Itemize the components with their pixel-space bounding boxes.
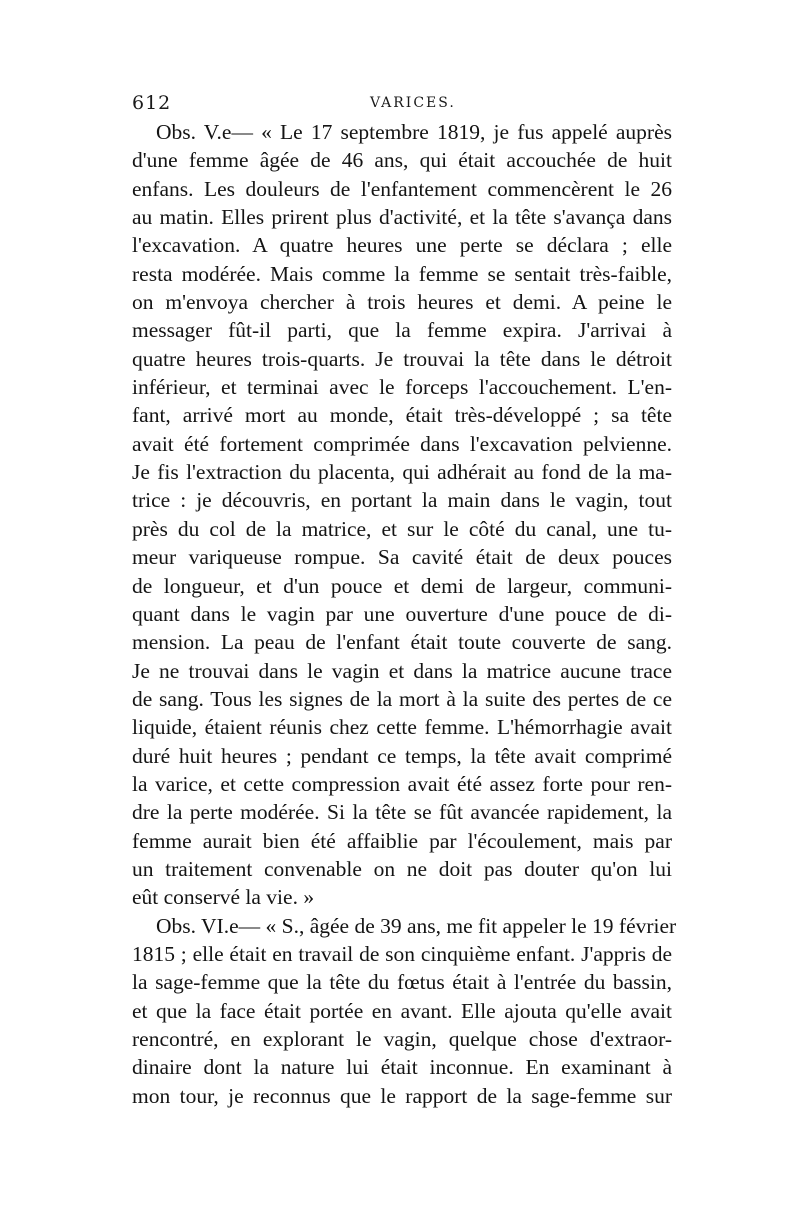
text-line: inférieur, et terminai avec le forceps l'accouchement. L'en- — [132, 375, 672, 400]
text-line: enfans. Les douleurs de l'enfantement commencèrent le 26 — [132, 176, 672, 201]
text-line: un traitement convenable on ne doit pas douter qu'on lui — [132, 856, 672, 881]
text-line: resta modérée. Mais comme la femme se sentait très-faible, — [132, 261, 672, 286]
text-line: Je fis l'extraction du placenta, qui adhérait au fond de la ma- — [132, 460, 672, 485]
page-number: 612 — [132, 92, 172, 114]
text-line: la sage-femme que la tête du fœtus était à l'entrée du bassin, — [132, 970, 672, 995]
text-line: Obs. V.e— « Le 17 septembre 1819, je fus appelé auprès — [156, 120, 672, 144]
text-line: rencontré, en explorant le vagin, quelque chose d'extraor- — [132, 1027, 672, 1051]
text-line: près du col de la matrice, et sur le côté du canal, une tu- — [132, 516, 672, 541]
text-line: messager fût-il parti, que la femme expira. J'arrivai à — [132, 318, 672, 343]
text-line: d'une femme âgée de 46 ans, qui était accouchée de huit — [132, 148, 672, 173]
text-line: trice : je découvris, en portant la main dans le vagin, tout — [132, 488, 672, 513]
text-line: liquide, étaient réunis chez cette femme. L'hémorrhagie avait — [132, 715, 672, 740]
text-line: mon tour, je reconnus que le rapport de la sage-femme sur — [132, 1083, 672, 1108]
text-line: dre la perte modérée. Si la tête se fût avancée rapidement, la — [132, 800, 672, 825]
text-line: au matin. Elles prirent plus d'activité, et la tête s'avança dans — [132, 205, 672, 230]
text-line: quant dans le vagin par une ouverture d'une pouce de di- — [132, 601, 672, 626]
text-line: mension. La peau de l'enfant était toute couverte de sang. — [132, 630, 672, 655]
text-line: quatre heures trois-quarts. Je trouvai la tête dans le détroit — [132, 346, 672, 371]
running-head — [132, 92, 672, 116]
text-line: avait été fortement comprimée dans l'excavation pelvienne. — [132, 431, 672, 456]
text-line: de longueur, et d'un pouce et demi de largeur, communi- — [132, 573, 672, 598]
text-line: dinaire dont la nature lui était inconnue. En examinant à — [132, 1055, 672, 1080]
text-line: on m'envoya chercher à trois heures et demi. A peine le — [132, 290, 672, 315]
text-line: la varice, et cette compression avait été assez forte pour ren- — [132, 771, 672, 796]
text-line: femme aurait bien été affaiblie par l'écoulement, mais par — [132, 828, 672, 853]
text-line: 1815 ; elle était en travail de son cinquième enfant. J'appris de — [132, 941, 672, 966]
text-line: Obs. VI.e— « S., âgée de 39 ans, me fit appeler le 19 février — [156, 913, 677, 938]
text-line: meur variqueuse rompue. Sa cavité était de deux pouces — [132, 545, 672, 570]
section-title: VARICES. — [370, 95, 456, 111]
text-line: de sang. Tous les signes de la mort à la suite des pertes de ce — [132, 686, 672, 711]
text-line: duré huit heures ; pendant ce temps, la tête avait comprimé — [132, 743, 672, 768]
text-line: fant, arrivé mort au monde, était très-développé ; sa tête — [132, 403, 672, 428]
body-text — [132, 118, 677, 1110]
text-line: Je ne trouvai dans le vagin et dans la matrice aucune trace — [132, 658, 672, 683]
text-line: eût conservé la vie. » — [132, 885, 315, 910]
text-line: l'excavation. A quatre heures une perte se déclara ; elle — [132, 233, 672, 258]
text-line: et que la face était portée en avant. Elle ajouta qu'elle avait — [132, 998, 672, 1023]
